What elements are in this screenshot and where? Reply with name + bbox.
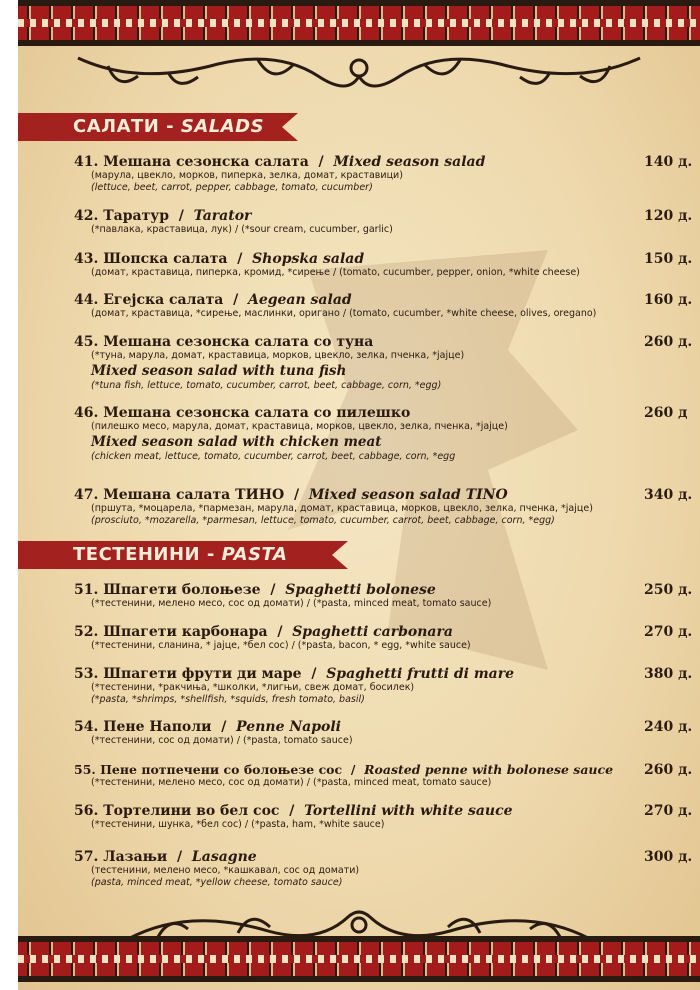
menu-item xyxy=(74,624,694,652)
item-price: 300 д. xyxy=(644,849,693,865)
item-name: 54. Пене Наполи / Penne Napoli xyxy=(74,719,341,735)
item-description: (*тестенини, *ракчиња, *школки, *лигњи, свеж домат, босилек) xyxy=(91,682,415,693)
menu-item xyxy=(74,334,694,392)
bottom-dark-bar-lower xyxy=(18,976,700,982)
item-description: (*тестенини, мелено месо, сос од домати) / (*pasta, minced meat, tomato sauce) xyxy=(91,598,492,609)
top-scroll-ornament xyxy=(18,46,700,116)
item-name: 57. Лазањи / Lasagne xyxy=(74,849,257,865)
item-name: 51. Шпагети болоњезе / Spaghetti bolonese xyxy=(74,582,436,598)
item-name: 47. Мешана салата ТИНО / Mixed season salad TINO xyxy=(74,487,508,503)
item-price: 270 д. xyxy=(644,803,693,819)
item-description: (марула, цвекло, морков, пиперка, зелка, домат, краставици) xyxy=(91,170,403,181)
top-ornamental-border xyxy=(18,6,700,40)
item-price: 260 д. xyxy=(644,762,693,778)
item-name: 43. Шопска салата / Shopska salad xyxy=(74,251,365,267)
item-description: (*тестенини, сос од домати) / (*pasta, tomato sauce) xyxy=(91,735,353,746)
menu-item xyxy=(74,208,694,236)
item-price: 140 д. xyxy=(644,154,693,170)
item-description: (lettuce, beet, carrot, pepper, cabbage, tomato, cucumber) xyxy=(91,182,373,193)
item-name: 53. Шпагети фрути ди маре / Spaghetti frutti di mare xyxy=(74,666,515,682)
item-price: 260 д. xyxy=(644,334,693,350)
menu-item xyxy=(74,666,694,706)
item-price: 250 д. xyxy=(644,582,693,598)
item-name: 56. Тортелини во бел сос / Tortellini with white sauce xyxy=(74,803,513,819)
item-price: 240 д. xyxy=(644,719,693,735)
item-description: (домат, краставица, *сирење, маслинки, оригано / (tomato, cucumber, *white cheese, olives, oregano) xyxy=(91,308,597,319)
menu-item xyxy=(74,251,694,279)
item-description: (*tuna fish, lettuce, tomato, cucumber, carrot, beet, cabbage, corn, *egg) xyxy=(91,380,442,391)
pasta-title: ТЕСТЕНИНИ - PASTA xyxy=(73,544,288,565)
item-description: (тестенини, мелено месо, *кашкавал, сос од домати) xyxy=(91,865,360,876)
item-name: 44. Егејска салата / Aegean salad xyxy=(74,292,352,308)
item-description: (пилешко месо, марула, домат, краставица, морков, цвекло, зелка, пченка, *јајце) xyxy=(91,421,508,432)
item-price: 340 д. xyxy=(644,487,693,503)
item-price: 260 д xyxy=(644,405,688,421)
item-name: 55. Пене потпечени со болоњезе сос / Roasted penne with bolonese sauce xyxy=(74,762,614,777)
menu-item xyxy=(74,292,694,320)
bottom-ornamental-border xyxy=(18,942,700,976)
menu-page xyxy=(18,0,700,990)
item-name: 45. Мешана сезонска салата со туна xyxy=(74,334,374,350)
item-description: (*туна, марула, домат, краставица, морков, цвекло, зелка, пченка, *јајце) xyxy=(91,350,465,361)
item-price: 270 д. xyxy=(644,624,693,640)
item-description: (*тестенини, мелено месо, сос од домати) / (*pasta, minced meat, tomato sauce) xyxy=(91,777,492,788)
salads-title: САЛАТИ - SALADS xyxy=(73,116,265,137)
item-price: 380 д. xyxy=(644,666,693,682)
menu-item xyxy=(74,719,694,747)
menu-item xyxy=(74,582,694,610)
item-description: (*павлака, краставица, лук) / (*sour cream, cucumber, garlic) xyxy=(91,224,393,235)
item-description: (пршута, *моцарела, *пармезан, марула, домат, краставица, морков, цвекло, зелка, пченка, *јајце) xyxy=(91,503,593,514)
item-description: (pasta, minced meat, *yellow cheese, tomato sauce) xyxy=(91,877,343,888)
item-price: 150 д. xyxy=(644,251,693,267)
menu-item xyxy=(74,154,694,194)
item-name-english: Mixed season salad with chicken meat xyxy=(91,434,382,450)
item-description: (*pasta, *shrimps, *shellfish, *squids, fresh tomato, basil) xyxy=(91,694,365,705)
item-description: (prosciuto, *mozarella, *parmesan, lettuce, tomato, cucumber, carrot, beet, cabbage, corn, *egg) xyxy=(91,515,555,526)
item-description: (*тестенини, сланина, * јајце, *бел сос) / (*pasta, bacon, * egg, *white sauce) xyxy=(91,640,471,651)
menu-item xyxy=(74,762,694,789)
item-name: 52. Шпагети карбонара / Spaghetti carbonara xyxy=(74,624,453,640)
item-name: 41. Мешана сезонска салата / Mixed season salad xyxy=(74,154,486,170)
item-name: 42. Таратур / Tarator xyxy=(74,208,252,224)
item-description: (chicken meat, lettuce, tomato, cucumber, carrot, beet, cabbage, corn, *egg xyxy=(91,451,456,462)
item-price: 120 д. xyxy=(644,208,693,224)
menu-item xyxy=(74,405,694,463)
menu-item xyxy=(74,487,694,527)
item-name-english: Mixed season salad with tuna fish xyxy=(91,363,347,379)
item-description: (*тестенини, шунка, *бел сос) / (*pasta, ham, *white sauce) xyxy=(91,819,385,830)
item-name: 46. Мешана сезонска салата со пилешко xyxy=(74,405,411,421)
item-description: (домат, краставица, пиперка, кромид, *сирење / (tomato, cucumber, pepper, onion, *white cheese) xyxy=(91,267,580,278)
item-price: 160 д. xyxy=(644,292,693,308)
menu-item xyxy=(74,803,694,831)
